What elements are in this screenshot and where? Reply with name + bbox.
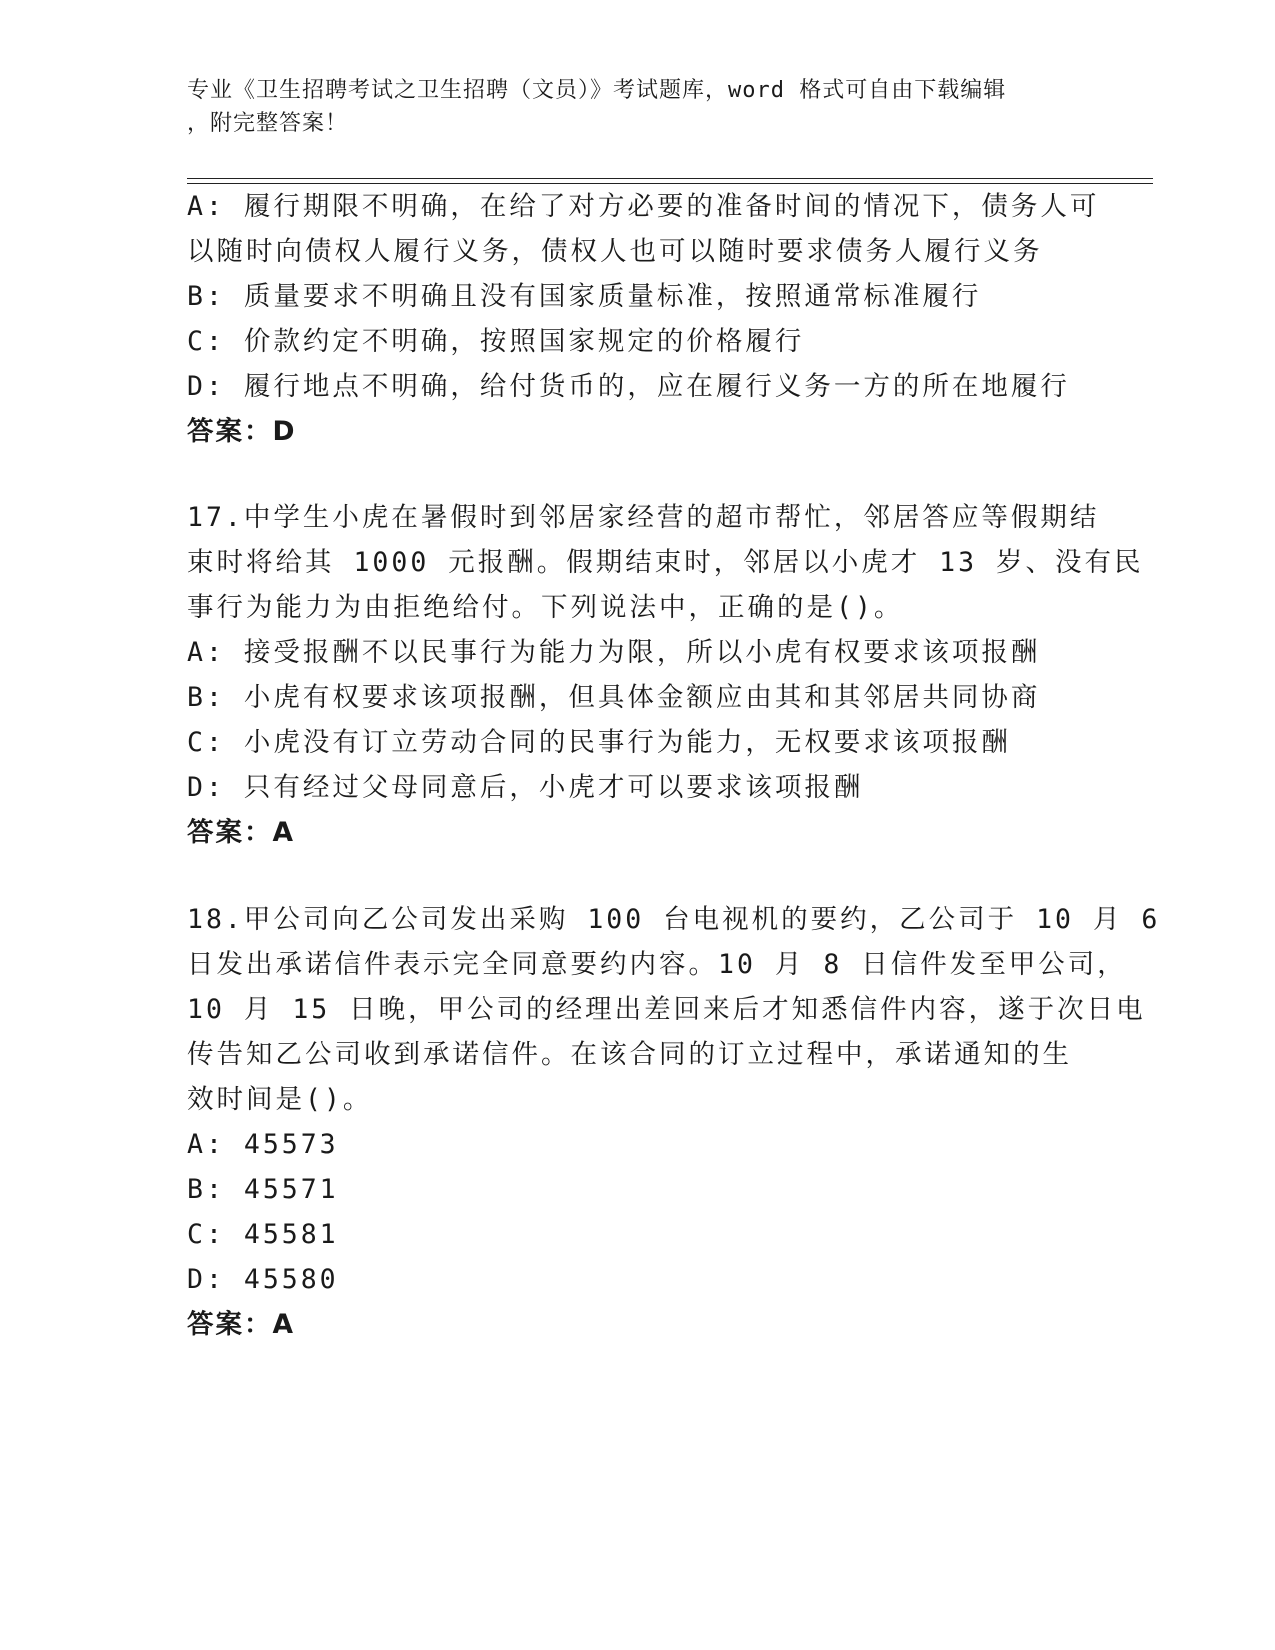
q16-option-b: B: 质量要求不明确且没有国家质量标准，按照通常标准履行 — [187, 281, 982, 312]
q18-stem-line-3: 10 月 15 日晚，甲公司的经理出差回来后才知悉信件内容，遂于次日电 — [187, 994, 1146, 1025]
q17-stem-line-2: 束时将给其 1000 元报酬。假期结束时，邻居以小虎才 13 岁、没有民 — [187, 547, 1144, 578]
q17-answer: 答案：A — [187, 817, 296, 848]
q16-option-d: D: 履行地点不明确，给付货币的，应在履行义务一方的所在地履行 — [187, 371, 1070, 402]
q18-stem-line-4: 传告知乙公司收到承诺信件。在该合同的订立过程中，承诺通知的生 — [187, 1039, 1072, 1070]
q17-option-a: A: 接受报酬不以民事行为能力为限，所以小虎有权要求该项报酬 — [187, 637, 1041, 668]
q17-option-b: B: 小虎有权要求该项报酬，但具体金额应由其和其邻居共同协商 — [187, 682, 1041, 713]
header-line-1: 专业《卫生招聘考试之卫生招聘（文员）》考试题库，word 格式可自由下载编辑 — [187, 78, 1007, 103]
q16-option-c: C: 价款约定不明确，按照国家规定的价格履行 — [187, 326, 805, 357]
q16-option-a-line-2: 以随时向债权人履行义务，债权人也可以随时要求债务人履行义务 — [187, 236, 1043, 267]
q17-stem-line-1: 17.中学生小虎在暑假时到邻居家经营的超市帮忙，邻居答应等假期结 — [187, 502, 1100, 533]
q18-option-b: B: 45571 — [187, 1174, 339, 1205]
header-line-2: ，附完整答案！ — [187, 111, 349, 136]
q18-stem-line-2: 日发出承诺信件表示完全同意要约内容。10 月 8 日信件发至甲公司， — [187, 949, 1127, 980]
q17-stem-line-3: 事行为能力为由拒绝给付。下列说法中，正确的是()。 — [187, 592, 904, 623]
q17-option-d: D: 只有经过父母同意后，小虎才可以要求该项报酬 — [187, 772, 864, 803]
q16-answer: 答案：D — [187, 416, 297, 447]
q18-answer: 答案：A — [187, 1309, 296, 1340]
document-header — [187, 74, 1087, 140]
q18-option-d: D: 45580 — [187, 1264, 339, 1295]
header-divider-top — [187, 178, 1153, 179]
q18-option-a: A: 45573 — [187, 1129, 339, 1160]
q18-stem-line-1: 18.甲公司向乙公司发出采购 100 台电视机的要约，乙公司于 10 月 6 — [187, 904, 1161, 935]
q16-option-a-line-1: A: 履行期限不明确，在给了对方必要的准备时间的情况下，债务人可 — [187, 191, 1100, 222]
q18-stem-line-5: 效时间是()。 — [187, 1084, 373, 1115]
q18-option-c: C: 45581 — [187, 1219, 339, 1250]
q17-option-c: C: 小虎没有订立劳动合同的民事行为能力，无权要求该项报酬 — [187, 727, 1011, 758]
